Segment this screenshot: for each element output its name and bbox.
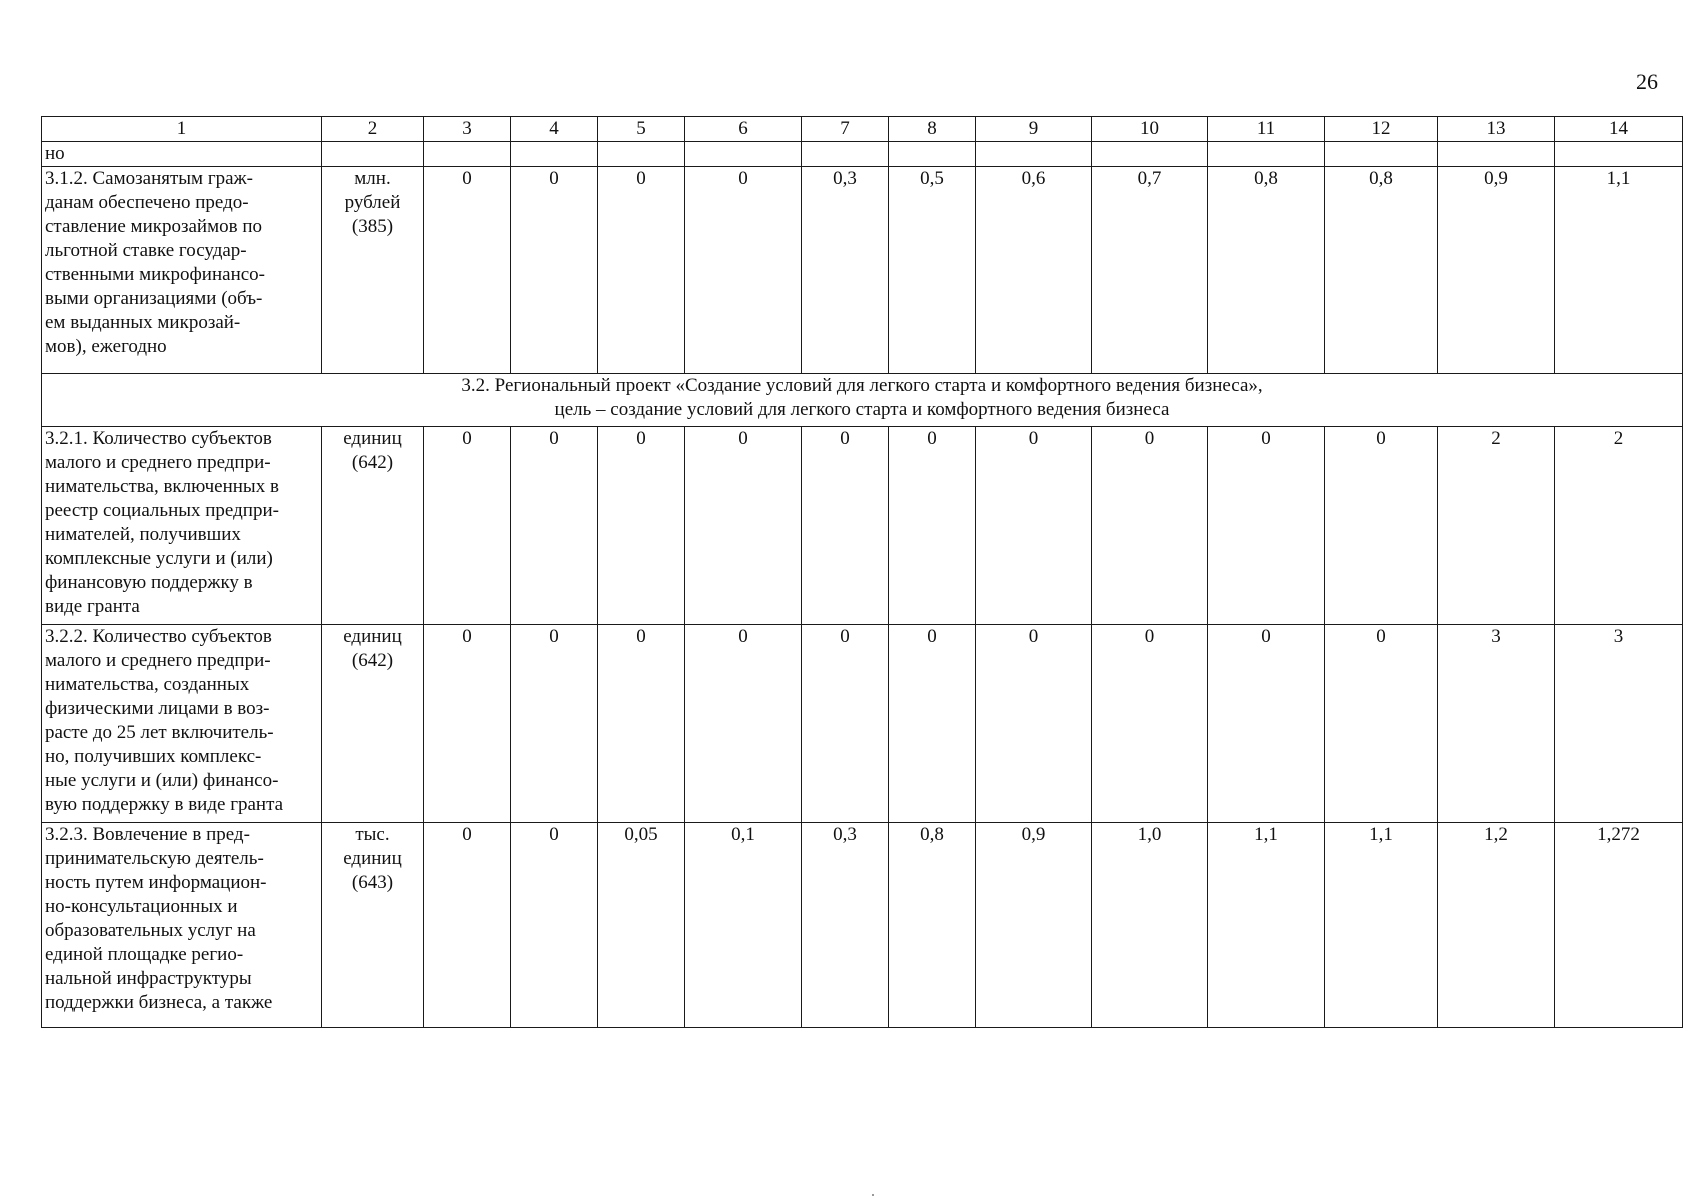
indicator-name: 3.2.3. Вовлечение в пред- принимательскую деятель- ность путем информацион- но-консультационных и образовательных услуг на единой площадке регио- нальной инфраструктуры поддержки бизнеса, а также [42, 823, 322, 1028]
value-cell: 0 [1092, 427, 1208, 625]
value-cell: 0 [424, 167, 511, 374]
value-cell: 0 [511, 823, 598, 1028]
empty-cell [1438, 142, 1555, 167]
value-cell: 0 [685, 625, 802, 823]
table-row [42, 823, 1683, 1028]
value-cell: 0 [685, 167, 802, 374]
empty-cell [1092, 142, 1208, 167]
value-cell: 0,3 [802, 823, 889, 1028]
column-number: 5 [598, 117, 685, 142]
empty-cell [802, 142, 889, 167]
empty-cell [889, 142, 976, 167]
value-cell: 0 [685, 427, 802, 625]
section-row [42, 374, 1683, 427]
value-cell: 0,9 [976, 823, 1092, 1028]
value-cell: 3 [1438, 625, 1555, 823]
empty-cell [1325, 142, 1438, 167]
value-cell: 0 [424, 823, 511, 1028]
value-cell: 0,8 [1208, 167, 1325, 374]
value-cell: 0 [976, 427, 1092, 625]
value-cell: 0 [598, 427, 685, 625]
column-number: 3 [424, 117, 511, 142]
value-cell: 0 [1208, 625, 1325, 823]
column-number: 11 [1208, 117, 1325, 142]
value-cell: 1,1 [1325, 823, 1438, 1028]
table-row [42, 167, 1683, 374]
value-cell: 2 [1438, 427, 1555, 625]
column-number-row [42, 117, 1683, 142]
indicators-table [41, 116, 1683, 1028]
value-cell: 0 [1325, 625, 1438, 823]
value-cell: 0 [802, 625, 889, 823]
value-cell: 0,1 [685, 823, 802, 1028]
continuation-text: но [42, 142, 322, 167]
column-number: 12 [1325, 117, 1438, 142]
value-cell: 0 [511, 625, 598, 823]
value-cell: 0,3 [802, 167, 889, 374]
value-cell: 2 [1555, 427, 1683, 625]
empty-cell [424, 142, 511, 167]
indicator-name: 3.2.2. Количество субъектов малого и среднего предпри- нимательства, созданных физическими лицами в воз- расте до 25 лет включитель- но, получивших комплекс- ные услуги и (или) финансо- вую поддержку в виде гранта [42, 625, 322, 823]
value-cell: 3 [1555, 625, 1683, 823]
value-cell: 0,6 [976, 167, 1092, 374]
column-number: 1 [42, 117, 322, 142]
empty-cell [1555, 142, 1683, 167]
column-number: 13 [1438, 117, 1555, 142]
indicator-name: 3.2.1. Количество субъектов малого и среднего предпри- нимательства, включенных в реестр социальных предпри- нимателей, получивших комплексные услуги и (или) финансовую поддержку в виде гранта [42, 427, 322, 625]
value-cell: 0 [511, 427, 598, 625]
empty-cell [322, 142, 424, 167]
column-number: 2 [322, 117, 424, 142]
value-cell: 0,7 [1092, 167, 1208, 374]
table-row [42, 625, 1683, 823]
column-number: 4 [511, 117, 598, 142]
value-cell: 0,5 [889, 167, 976, 374]
column-number: 10 [1092, 117, 1208, 142]
column-number: 9 [976, 117, 1092, 142]
value-cell: 0 [424, 427, 511, 625]
column-number: 6 [685, 117, 802, 142]
empty-cell [1208, 142, 1325, 167]
column-number: 7 [802, 117, 889, 142]
value-cell: 0,05 [598, 823, 685, 1028]
unit-of-measure: тыс. единиц (643) [322, 823, 424, 1028]
value-cell: 0 [424, 625, 511, 823]
value-cell: 0,9 [1438, 167, 1555, 374]
value-cell: 0 [598, 625, 685, 823]
continuation-row [42, 142, 1683, 167]
value-cell: 0 [598, 167, 685, 374]
empty-cell [685, 142, 802, 167]
value-cell: 1,0 [1092, 823, 1208, 1028]
scan-speck [872, 1194, 874, 1196]
indicator-name: 3.1.2. Самозанятым граж- данам обеспечено предо- ставление микрозаймов по льготной ставке государ- ственными микрофинансо- выми организациями (объ- ем выданных микрозай- мов), ежегодно [42, 167, 322, 374]
table-row [42, 427, 1683, 625]
value-cell: 1,1 [1555, 167, 1683, 374]
value-cell: 0 [1325, 427, 1438, 625]
value-cell: 0,8 [1325, 167, 1438, 374]
value-cell: 1,272 [1555, 823, 1683, 1028]
value-cell: 0 [889, 625, 976, 823]
value-cell: 1,2 [1438, 823, 1555, 1028]
value-cell: 0 [802, 427, 889, 625]
unit-of-measure: млн. рублей (385) [322, 167, 424, 374]
value-cell: 0 [511, 167, 598, 374]
unit-of-measure: единиц (642) [322, 625, 424, 823]
value-cell: 1,1 [1208, 823, 1325, 1028]
column-number: 14 [1555, 117, 1683, 142]
value-cell: 0 [889, 427, 976, 625]
section-title: 3.2. Региональный проект «Создание условий для легкого старта и комфортного ведения бизнеса», цель – создание условий для легкого старта и комфортного ведения бизнеса [42, 374, 1683, 427]
empty-cell [976, 142, 1092, 167]
value-cell: 0,8 [889, 823, 976, 1028]
page-number: 26 [1636, 69, 1658, 94]
value-cell: 0 [1208, 427, 1325, 625]
value-cell: 0 [1092, 625, 1208, 823]
unit-of-measure: единиц (642) [322, 427, 424, 625]
empty-cell [598, 142, 685, 167]
column-number: 8 [889, 117, 976, 142]
empty-cell [511, 142, 598, 167]
value-cell: 0 [976, 625, 1092, 823]
